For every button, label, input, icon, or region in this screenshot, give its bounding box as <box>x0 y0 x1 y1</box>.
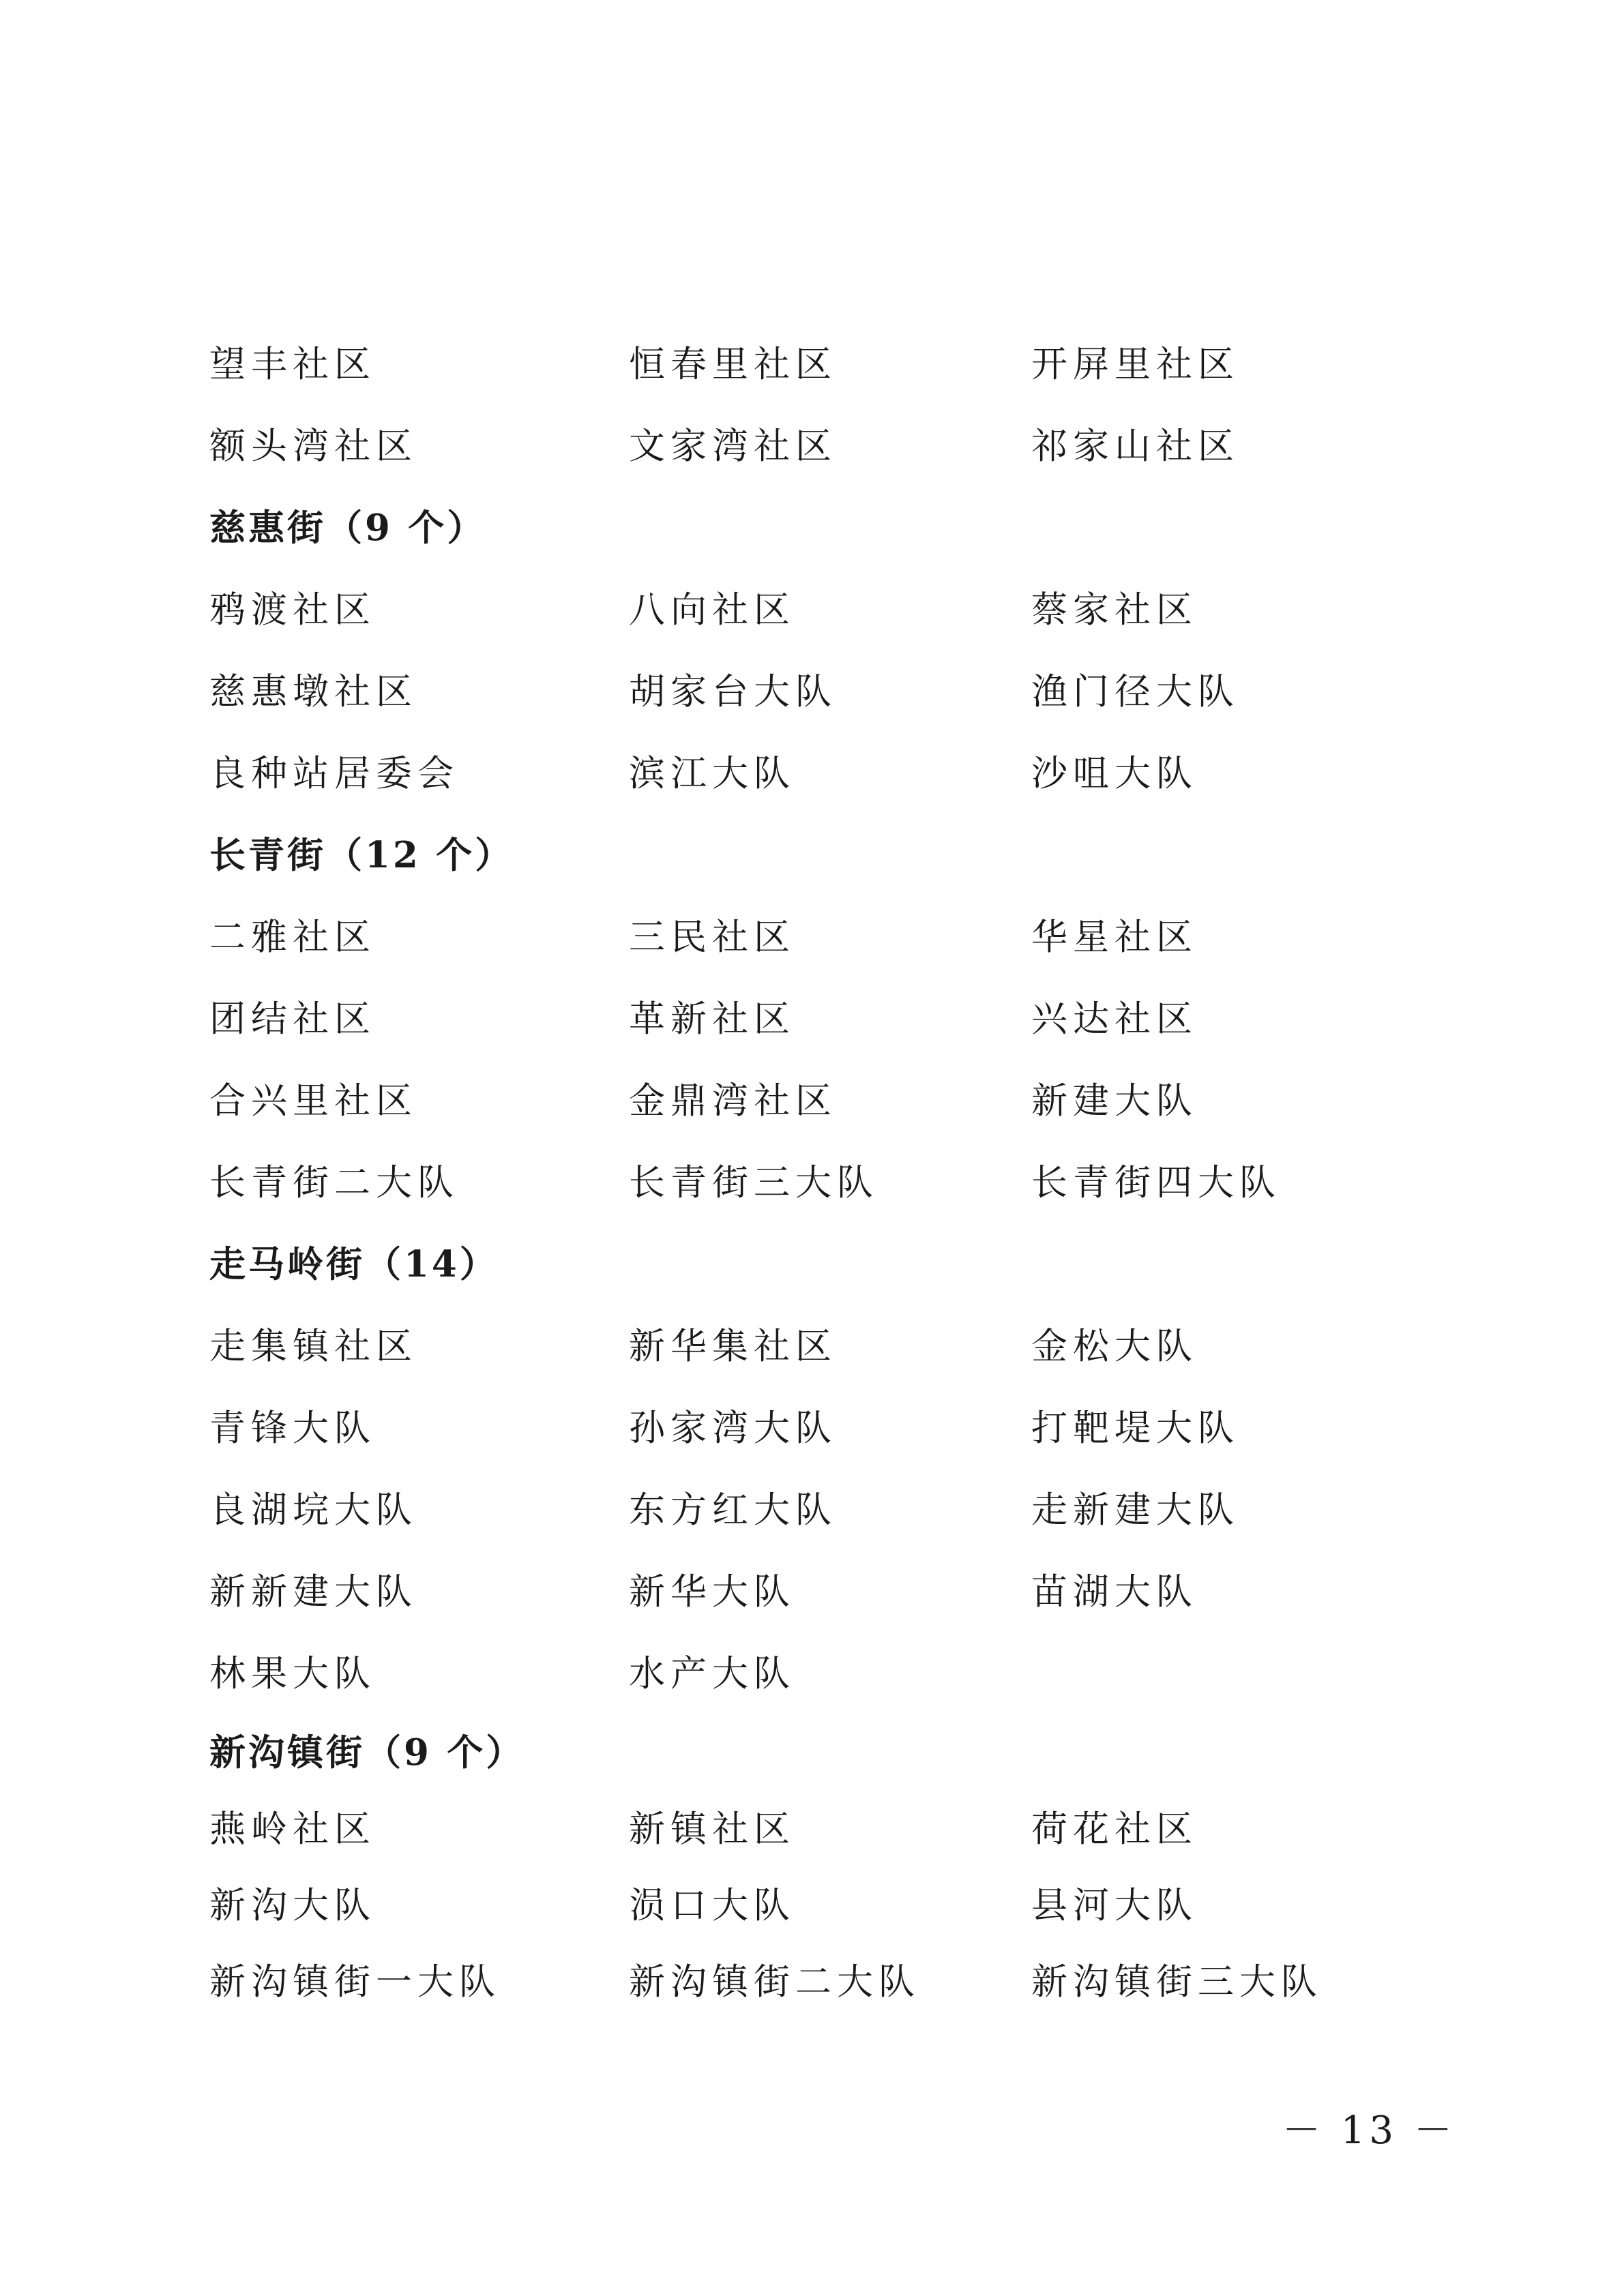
list-item: 革新社区 <box>629 998 795 1040</box>
list-item: 金鼎湾社区 <box>629 1080 837 1122</box>
section-heading: 新沟镇街（9 个） <box>209 1731 525 1774</box>
list-item: 胡家台大队 <box>629 671 837 713</box>
list-item: 沙咀大队 <box>1031 753 1198 794</box>
list-item: 合兴里社区 <box>209 1080 417 1122</box>
list-item: 新沟大队 <box>209 1885 376 1926</box>
list-item: 青锋大队 <box>209 1407 376 1449</box>
list-item: 开屏里社区 <box>1031 344 1239 385</box>
list-item: 祁家山社区 <box>1031 426 1239 467</box>
list-row <box>209 1139 1437 1221</box>
list-item: 良种站居委会 <box>209 753 459 794</box>
list-item: 长青街二大队 <box>209 1162 459 1204</box>
list-row <box>209 1466 1437 1548</box>
section-heading: 长青街（12 个） <box>209 834 514 876</box>
list-item: 新沟镇街一大队 <box>209 1961 501 2003</box>
page-number: － 13 － <box>1282 2108 1456 2153</box>
list-item: 县河大队 <box>1031 1885 1198 1926</box>
list-row <box>209 1630 1437 1712</box>
list-item: 水产大队 <box>629 1653 795 1695</box>
list-item: 新镇社区 <box>629 1808 795 1850</box>
list-item: 三民社区 <box>629 916 795 958</box>
list-item: 二雅社区 <box>209 916 376 958</box>
list-item: 打靶堤大队 <box>1031 1407 1239 1449</box>
list-item: 望丰社区 <box>209 344 376 385</box>
list-row <box>209 648 1437 730</box>
list-item: 渔门径大队 <box>1031 671 1239 713</box>
list-item: 荷花社区 <box>1031 1808 1198 1850</box>
section-heading: 走马岭街（14） <box>209 1243 499 1285</box>
list-row <box>209 1941 1437 2017</box>
list-row <box>209 1302 1437 1384</box>
list-row <box>209 320 1437 402</box>
section-heading: 慈惠街（9 个） <box>209 507 486 549</box>
list-item: 长青街三大队 <box>629 1162 879 1204</box>
list-item: 林果大队 <box>209 1653 376 1695</box>
list-row <box>209 402 1437 484</box>
list-item: 新新建大队 <box>209 1571 417 1613</box>
list-item: 蔡家社区 <box>1031 589 1198 631</box>
list-item: 良湖垸大队 <box>209 1489 417 1531</box>
list-item: 八向社区 <box>629 589 795 631</box>
list-item: 新沟镇街三大队 <box>1031 1961 1323 2003</box>
list-row <box>209 566 1437 648</box>
list-item: 金松大队 <box>1031 1326 1198 1367</box>
list-item: 额头湾社区 <box>209 426 417 467</box>
list-row <box>209 730 1437 811</box>
list-row <box>209 1057 1437 1139</box>
list-item: 兴达社区 <box>1031 998 1198 1040</box>
list-item: 恒春里社区 <box>629 344 837 385</box>
list-item: 孙家湾大队 <box>629 1407 837 1449</box>
list-item: 燕岭社区 <box>209 1808 376 1850</box>
list-item: 新华大队 <box>629 1571 795 1613</box>
list-item: 新华集社区 <box>629 1326 837 1367</box>
list-item: 走集镇社区 <box>209 1326 417 1367</box>
list-item: 滨江大队 <box>629 753 795 794</box>
list-item: 新建大队 <box>1031 1080 1198 1122</box>
list-item: 团结社区 <box>209 998 376 1040</box>
list-row <box>209 1548 1437 1630</box>
list-row <box>209 1864 1437 1941</box>
list-item: 东方红大队 <box>629 1489 837 1531</box>
list-item: 文家湾社区 <box>629 426 837 467</box>
list-row <box>209 893 1437 975</box>
list-item: 走新建大队 <box>1031 1489 1239 1531</box>
list-item: 新沟镇街二大队 <box>629 1961 920 2003</box>
list-item: 苗湖大队 <box>1031 1571 1198 1613</box>
list-row <box>209 975 1437 1057</box>
community-list <box>209 320 1437 2017</box>
list-item: 长青街四大队 <box>1031 1162 1281 1204</box>
list-item: 慈惠墩社区 <box>209 671 417 713</box>
list-row <box>209 1384 1437 1466</box>
list-item: 华星社区 <box>1031 916 1198 958</box>
list-row <box>209 1788 1437 1864</box>
list-item: 鸦渡社区 <box>209 589 376 631</box>
list-item: 涢口大队 <box>629 1885 795 1926</box>
